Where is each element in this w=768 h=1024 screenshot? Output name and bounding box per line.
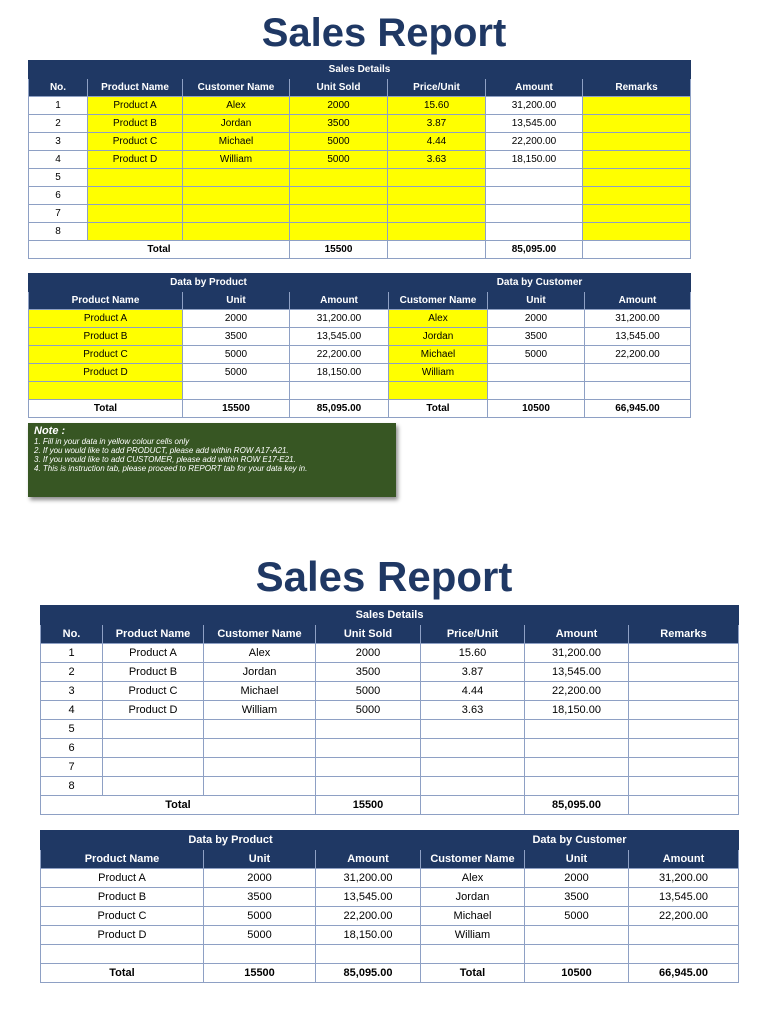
table-cell[interactable]: 3.87: [388, 115, 486, 133]
table-cell: 66,945.00: [629, 964, 739, 983]
table-cell: 5000: [204, 907, 316, 926]
table-cell[interactable]: Michael: [389, 346, 488, 364]
total-label: Total: [29, 241, 290, 259]
table-cell: 13,545.00: [525, 663, 629, 682]
table-row: [389, 364, 691, 382]
table-cell: 4.44: [421, 682, 525, 701]
column-header: Amount: [290, 292, 389, 310]
table-cell: [421, 758, 525, 777]
table-row: [29, 382, 389, 400]
table-row: [29, 133, 691, 151]
table-cell[interactable]: [183, 223, 290, 241]
column-header: Price/Unit: [388, 79, 486, 97]
table-cell: [629, 663, 739, 682]
table-cell: 5000: [316, 682, 421, 701]
report-sheet: [0, 520, 768, 1024]
table-cell[interactable]: [583, 205, 691, 223]
table-cell: [103, 758, 204, 777]
table-cell[interactable]: [583, 115, 691, 133]
page-title: Sales Report: [261, 11, 507, 55]
table-cell: 18,150.00: [525, 701, 629, 720]
table-cell: 1: [41, 644, 103, 663]
table-cell[interactable]: Product B: [88, 115, 183, 133]
table-cell[interactable]: William: [389, 364, 488, 382]
column-header: Unit: [183, 292, 290, 310]
table-cell: 1: [29, 97, 88, 115]
table-row: [29, 115, 691, 133]
table-cell: 3500: [525, 888, 629, 907]
table-cell: Jordan: [204, 663, 316, 682]
table-cell: [525, 926, 629, 945]
table-cell: 5000: [183, 346, 290, 364]
table-caption: Data by Product: [29, 274, 389, 292]
table-cell: 2: [29, 115, 88, 133]
table-cell: [585, 364, 691, 382]
table-cell[interactable]: 3.63: [388, 151, 486, 169]
table-cell: 15500: [204, 964, 316, 983]
column-header: Price/Unit: [421, 625, 525, 644]
table-cell: 85,095.00: [290, 400, 389, 418]
table-cell: 18,150.00: [290, 364, 389, 382]
table-cell[interactable]: Jordan: [389, 328, 488, 346]
table-row: [41, 869, 421, 888]
table-row: [29, 223, 691, 241]
sales-details-table: [28, 60, 691, 259]
table-cell: [488, 382, 585, 400]
table-cell: 13,545.00: [290, 328, 389, 346]
table-cell[interactable]: [183, 169, 290, 187]
table-row: [29, 151, 691, 169]
table-cell: [629, 926, 739, 945]
table-cell[interactable]: [88, 169, 183, 187]
table-cell: Product A: [41, 869, 204, 888]
table-cell[interactable]: [290, 223, 388, 241]
table-cell: [629, 945, 739, 964]
column-header: Amount: [585, 292, 691, 310]
table-row: [389, 328, 691, 346]
column-header: No.: [29, 79, 88, 97]
table-row: [41, 644, 739, 663]
table-cell[interactable]: 5000: [290, 133, 388, 151]
table-caption: Data by Customer: [421, 831, 739, 850]
table-cell: [525, 739, 629, 758]
note-line: 1. Fill in your data in yellow colour cells only: [34, 437, 190, 446]
table-cell[interactable]: Alex: [183, 97, 290, 115]
table-cell[interactable]: [290, 169, 388, 187]
table-cell: [525, 720, 629, 739]
table-cell: 5: [41, 720, 103, 739]
column-header: Amount: [486, 79, 583, 97]
table-cell: 66,945.00: [585, 400, 691, 418]
table-row: [41, 888, 421, 907]
total-row: [29, 400, 389, 418]
table-row: [421, 888, 739, 907]
table-row: [389, 346, 691, 364]
table-row: [41, 907, 421, 926]
header-row: [41, 625, 739, 644]
table-cell[interactable]: [583, 187, 691, 205]
table-cell: 2: [41, 663, 103, 682]
table-row: [41, 758, 739, 777]
table-cell: Product B: [103, 663, 204, 682]
column-header: No.: [41, 625, 103, 644]
table-row: [41, 663, 739, 682]
column-header: Product Name: [103, 625, 204, 644]
table-cell: William: [421, 926, 525, 945]
table-cell: 3500: [488, 328, 585, 346]
table-cell[interactable]: Product C: [29, 346, 183, 364]
table-row: [41, 926, 421, 945]
table-cell: [204, 720, 316, 739]
table-cell: 31,200.00: [290, 310, 389, 328]
column-header: Customer Name: [421, 850, 525, 869]
column-header: Customer Name: [204, 625, 316, 644]
column-header: Customer Name: [389, 292, 488, 310]
table-cell: 5000: [488, 346, 585, 364]
table-cell: 3500: [183, 328, 290, 346]
total-units: 15500: [290, 241, 388, 259]
column-header: Unit: [204, 850, 316, 869]
table-cell: [103, 739, 204, 758]
table-cell[interactable]: 2000: [290, 97, 388, 115]
table-row: [29, 169, 691, 187]
table-cell[interactable]: Product D: [88, 151, 183, 169]
table-row: [421, 945, 739, 964]
table-cell[interactable]: [290, 187, 388, 205]
table-cell: 3500: [316, 663, 421, 682]
table-row: [421, 869, 739, 888]
table-cell: 10500: [525, 964, 629, 983]
table-cell: 2000: [204, 869, 316, 888]
table-cell: 31,200.00: [629, 869, 739, 888]
table-cell: [103, 777, 204, 796]
table-cell: 10500: [488, 400, 585, 418]
table-cell: 31,200.00: [525, 644, 629, 663]
table-cell[interactable]: Alex: [389, 310, 488, 328]
table-cell: 15.60: [421, 644, 525, 663]
table-cell[interactable]: [389, 382, 488, 400]
table-cell: [421, 777, 525, 796]
table-cell: 3.87: [421, 663, 525, 682]
table-row: [41, 720, 739, 739]
column-header: Customer Name: [183, 79, 290, 97]
caption-row: [29, 274, 389, 292]
table-cell[interactable]: Product B: [29, 328, 183, 346]
table-cell: Product D: [103, 701, 204, 720]
table-cell: Total: [389, 400, 488, 418]
caption-row: [41, 831, 421, 850]
column-header: Unit: [525, 850, 629, 869]
table-cell[interactable]: [583, 169, 691, 187]
table-cell: 22,200.00: [486, 133, 583, 151]
total-amount: 85,095.00: [525, 796, 629, 815]
table-cell: [204, 945, 316, 964]
table-cell: [488, 364, 585, 382]
table-cell[interactable]: [290, 205, 388, 223]
table-cell: [316, 777, 421, 796]
table-cell: Product C: [103, 682, 204, 701]
table-cell: [204, 777, 316, 796]
table-cell[interactable]: [583, 97, 691, 115]
table-cell: [316, 739, 421, 758]
sales-details-table: [40, 605, 739, 815]
table-cell[interactable]: Product D: [29, 364, 183, 382]
caption-row: [29, 61, 691, 79]
table-cell: 5000: [183, 364, 290, 382]
table-cell: 31,200.00: [585, 310, 691, 328]
table-cell[interactable]: Michael: [183, 133, 290, 151]
table-cell: [388, 241, 486, 259]
table-cell: 22,200.00: [629, 907, 739, 926]
header-row: [389, 292, 691, 310]
table-cell: [525, 945, 629, 964]
table-cell[interactable]: [88, 223, 183, 241]
table-row: [29, 346, 389, 364]
note-line: 2. If you would like to add PRODUCT, please add within ROW A17-A21.: [34, 446, 289, 455]
table-row: [421, 926, 739, 945]
table-cell: [486, 169, 583, 187]
table-cell[interactable]: 3500: [290, 115, 388, 133]
table-cell: 5000: [204, 926, 316, 945]
note-line: 3. If you would like to add CUSTOMER, please add within ROW E17-E21.: [34, 455, 296, 464]
table-cell: 31,200.00: [316, 869, 421, 888]
table-cell: 6: [29, 187, 88, 205]
table-cell: [525, 777, 629, 796]
total-row: [389, 400, 691, 418]
table-cell: [629, 758, 739, 777]
table-cell: [316, 758, 421, 777]
table-cell[interactable]: [183, 187, 290, 205]
table-row: [29, 205, 691, 223]
table-row: [421, 907, 739, 926]
table-caption: Data by Customer: [389, 274, 691, 292]
header-row: [29, 79, 691, 97]
table-cell[interactable]: 15.60: [388, 97, 486, 115]
table-cell: 5: [29, 169, 88, 187]
table-cell: 7: [29, 205, 88, 223]
table-row: [41, 682, 739, 701]
table-cell: Product D: [41, 926, 204, 945]
table-row: [29, 364, 389, 382]
table-cell[interactable]: [183, 205, 290, 223]
table-cell: 7: [41, 758, 103, 777]
table-cell: 18,150.00: [316, 926, 421, 945]
table-cell: [629, 720, 739, 739]
table-cell: Total: [421, 964, 525, 983]
table-cell: 22,200.00: [585, 346, 691, 364]
column-header: Product Name: [88, 79, 183, 97]
table-cell: [290, 382, 389, 400]
table-cell: 3: [29, 133, 88, 151]
table-cell: [629, 796, 739, 815]
column-header: Product Name: [41, 850, 204, 869]
table-cell: Product A: [103, 644, 204, 663]
table-cell: [421, 720, 525, 739]
table-cell: 31,200.00: [486, 97, 583, 115]
table-cell: [183, 382, 290, 400]
table-cell[interactable]: Product C: [88, 133, 183, 151]
table-cell: 22,200.00: [316, 907, 421, 926]
table-row: [389, 382, 691, 400]
note-title: Note :: [34, 425, 66, 437]
table-cell[interactable]: [583, 133, 691, 151]
table-cell: [421, 945, 525, 964]
table-row: [41, 701, 739, 720]
table-cell[interactable]: [88, 205, 183, 223]
table-cell: 13,545.00: [486, 115, 583, 133]
header-row: [41, 850, 421, 869]
total-row: [29, 241, 691, 259]
table-cell[interactable]: Product A: [88, 97, 183, 115]
page-title: Sales Report: [255, 553, 513, 600]
table-cell: [585, 382, 691, 400]
table-cell: 5000: [316, 701, 421, 720]
table-cell: Michael: [204, 682, 316, 701]
total-units: 15500: [316, 796, 421, 815]
table-cell: Total: [41, 964, 204, 983]
table-cell: [629, 777, 739, 796]
table-cell: Michael: [421, 907, 525, 926]
total-label: Total: [41, 796, 316, 815]
table-cell: [486, 223, 583, 241]
table-row: [29, 328, 389, 346]
data-by-product-table: [40, 830, 421, 983]
table-cell: 3500: [204, 888, 316, 907]
header-row: [29, 292, 389, 310]
table-cell: 6: [41, 739, 103, 758]
table-cell: [316, 945, 421, 964]
table-cell[interactable]: Product A: [29, 310, 183, 328]
table-cell: [629, 739, 739, 758]
table-cell: Product C: [41, 907, 204, 926]
table-cell: 4: [29, 151, 88, 169]
data-by-customer-table: [420, 830, 739, 983]
table-cell[interactable]: [29, 382, 183, 400]
table-cell[interactable]: [388, 205, 486, 223]
table-cell[interactable]: [388, 169, 486, 187]
table-cell: 85,095.00: [316, 964, 421, 983]
table-cell: Alex: [421, 869, 525, 888]
data-by-customer-table: [388, 273, 691, 418]
caption-row: [421, 831, 739, 850]
table-cell[interactable]: 5000: [290, 151, 388, 169]
table-cell: 15500: [183, 400, 290, 418]
table-cell: [583, 241, 691, 259]
table-cell: 13,545.00: [316, 888, 421, 907]
data-by-product-table: [28, 273, 389, 418]
column-header: Remarks: [583, 79, 691, 97]
table-cell: [103, 720, 204, 739]
table-cell: 13,545.00: [585, 328, 691, 346]
column-header: Product Name: [29, 292, 183, 310]
table-cell: William: [204, 701, 316, 720]
table-cell: 2000: [183, 310, 290, 328]
total-amount: 85,095.00: [486, 241, 583, 259]
table-cell[interactable]: [583, 223, 691, 241]
table-cell[interactable]: 4.44: [388, 133, 486, 151]
table-cell[interactable]: [388, 187, 486, 205]
table-row: [41, 739, 739, 758]
table-cell: [421, 739, 525, 758]
table-cell: 3.63: [421, 701, 525, 720]
caption-row: [41, 606, 739, 625]
table-caption: Sales Details: [29, 61, 691, 79]
table-cell: Total: [29, 400, 183, 418]
table-cell: [629, 682, 739, 701]
table-row: [41, 777, 739, 796]
table-cell: Alex: [204, 644, 316, 663]
table-cell: [525, 758, 629, 777]
column-header: Unit Sold: [290, 79, 388, 97]
table-caption: Data by Product: [41, 831, 421, 850]
column-header: Remarks: [629, 625, 739, 644]
table-cell: 2000: [316, 644, 421, 663]
table-cell: 8: [29, 223, 88, 241]
table-cell: [421, 796, 525, 815]
table-cell: Product B: [41, 888, 204, 907]
table-cell: [316, 720, 421, 739]
caption-row: [389, 274, 691, 292]
table-cell: 13,545.00: [629, 888, 739, 907]
table-cell[interactable]: William: [183, 151, 290, 169]
total-row: [41, 964, 421, 983]
total-row: [41, 796, 739, 815]
column-header: Amount: [316, 850, 421, 869]
table-cell[interactable]: Jordan: [183, 115, 290, 133]
note-line: 4. This is instruction tab, please proceed to REPORT tab for your data key in.: [34, 464, 308, 473]
table-row: [41, 945, 421, 964]
header-row: [421, 850, 739, 869]
table-cell: 18,150.00: [486, 151, 583, 169]
table-cell: 3: [41, 682, 103, 701]
instruction-note: [28, 423, 396, 497]
table-caption: Sales Details: [41, 606, 739, 625]
table-cell: [41, 945, 204, 964]
total-row: [421, 964, 739, 983]
table-row: [389, 310, 691, 328]
table-cell: 5000: [525, 907, 629, 926]
column-header: Unit Sold: [316, 625, 421, 644]
table-row: [29, 97, 691, 115]
table-cell: Jordan: [421, 888, 525, 907]
table-cell: 22,200.00: [525, 682, 629, 701]
column-header: Amount: [629, 850, 739, 869]
table-cell: 4: [41, 701, 103, 720]
table-cell: 2000: [525, 869, 629, 888]
column-header: Amount: [525, 625, 629, 644]
table-cell: [486, 187, 583, 205]
table-cell: [204, 758, 316, 777]
table-cell[interactable]: [388, 223, 486, 241]
table-cell: 8: [41, 777, 103, 796]
table-cell: [486, 205, 583, 223]
table-cell[interactable]: [88, 187, 183, 205]
table-cell: [629, 644, 739, 663]
table-cell: 2000: [488, 310, 585, 328]
table-cell: [204, 739, 316, 758]
table-cell[interactable]: [583, 151, 691, 169]
table-cell: [629, 701, 739, 720]
table-row: [29, 187, 691, 205]
table-row: [29, 310, 389, 328]
column-header: Unit: [488, 292, 585, 310]
table-cell: 22,200.00: [290, 346, 389, 364]
